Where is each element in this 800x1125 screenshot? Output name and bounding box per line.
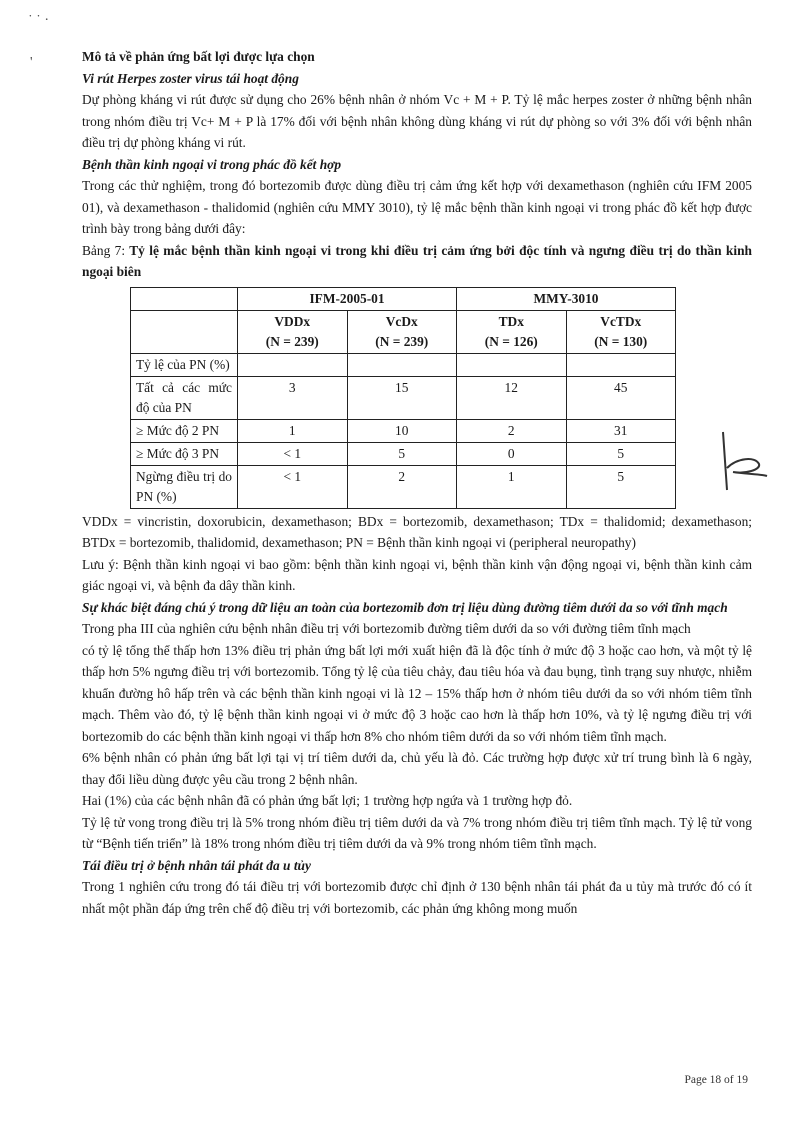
- table-cell: < 1: [238, 442, 348, 465]
- table-cell: 2: [347, 465, 457, 508]
- table-cell: 31: [566, 419, 676, 442]
- table-caption: [82, 240, 752, 283]
- row-label: Tất cả các mức độ của PN: [131, 376, 238, 419]
- table-cell: 1: [238, 419, 348, 442]
- column-n: (N = 239): [375, 333, 429, 349]
- table-cell: [347, 353, 457, 376]
- table-cell: < 1: [238, 465, 348, 508]
- table-cell: 0: [457, 442, 567, 465]
- paragraph-retreatment: Trong 1 nghiên cứu trong đó tái điều trị với bortezomib được chỉ định ở 130 bệnh nhân tái phát đa u tủy mà trước đó có ít nhất một phần đáp ứng trên chế độ điều trị với bortezomib, các phản ứng không mong muốn: [82, 879, 752, 916]
- column-name: VDDx: [274, 313, 311, 329]
- column-name: VcDx: [385, 313, 418, 329]
- table-cell: 10: [347, 419, 457, 442]
- table-cell: 5: [566, 465, 676, 508]
- table-caption-prefix: Bảng 7:: [82, 242, 126, 258]
- subsection-title-sc-vs-iv: Sự khác biệt đáng chú ý trong dữ liệu an toàn của bortezomib đơn trị liệu dùng đường tiêm dưới da so với tĩnh mạch: [82, 599, 728, 615]
- group-header: IFM-2005-01: [238, 287, 457, 310]
- note: Lưu ý: Bệnh thần kinh ngoại vi bao gồm: bệnh thần kinh ngoại vi, bệnh thần kinh vận động ngoại vi, bệnh thần kinh cảm giác ngoại vi, và bệnh đa dây thần kinh.: [82, 556, 752, 593]
- initials-signature: [715, 428, 775, 498]
- subsection-title-retreatment: Tái điều trị ở bệnh nhân tái phát đa u tủy: [82, 857, 311, 873]
- table-cell: 12: [457, 376, 567, 419]
- column-header: [566, 310, 676, 353]
- table-cell: 1: [457, 465, 567, 508]
- table-cell: 5: [566, 442, 676, 465]
- scan-mark: ˙ ˙ ·: [28, 13, 49, 28]
- column-header: [347, 310, 457, 353]
- table-cell: 5: [347, 442, 457, 465]
- neuropathy-table: [130, 287, 676, 509]
- paragraph-sc-3: 6% bệnh nhân có phản ứng bất lợi tại vị trí tiêm dưới da, chủ yếu là đỏ. Các trường hợp được xử trí trung bình là 6 ngày, thay đổi liều dùng được yêu cầu trong 2 bệnh nhân.: [82, 750, 752, 787]
- paragraph-herpes: Dự phòng kháng vi rút được sử dụng cho 26% bệnh nhân ở nhóm Vc + M + P. Tỷ lệ mắc herpes zoster ở những bệnh nhân trong nhóm điều trị Vc+ M + P là 17% đối với bệnh nhân không dùng kháng vi rút dự phòng so với 3% đối với bệnh nhân điều trị dự phòng kháng vi rút.: [82, 92, 752, 150]
- column-name: TDx: [498, 313, 524, 329]
- table-corner-cell: [131, 287, 238, 310]
- table-row: [131, 465, 676, 508]
- column-header: [457, 310, 567, 353]
- table-row: [131, 353, 676, 376]
- table-cell: 3: [238, 376, 348, 419]
- table-row: [131, 376, 676, 419]
- abbreviations: VDDx = vincristin, doxorubicin, dexamethason; BDx = bortezomib, dexamethason; TDx = thalidomid; dexamethason; BTDx = bortezomib, thalidomid, dexamethason; PN = Bệnh thần kinh ngoại vi (peripheral neuropathy): [82, 513, 752, 550]
- table-cell: [566, 353, 676, 376]
- table-cell: 15: [347, 376, 457, 419]
- column-header: [238, 310, 348, 353]
- paragraph-sc-4: Hai (1%) của các bệnh nhân đã có phản ứng bất lợi; 1 trường hợp ngứa và 1 trường hợp đỏ.: [82, 793, 573, 808]
- document-page: [82, 46, 752, 919]
- table-corner-cell: [131, 310, 238, 353]
- table-cell: [238, 353, 348, 376]
- paragraph-sc-2: có tỷ lệ tổng thể thấp hơn 13% điều trị phản ứng bất lợi mới xuất hiện đã là độc tính ở mức độ 3 hoặc cao hơn, và một tỷ lệ thấp hơn 5% ngưng điều trị với bortezomib. Tổng tỷ lệ của tiêu chảy, đau tiêu hóa và đau bụng, tình trạng suy nhược, nhiễm khuẩn đường hô hấp trên và các bệnh thần kinh ngoại vi là 12 – 15% thấp hơn ở nhóm tiêu dưới da so với nhóm tiêm tĩnh mạch. Thêm vào đó, tỷ lệ bệnh thần kinh ngoại vi ở mức độ 3 hoặc cao hơn là thấp hơn 10%, và tỷ lệ ngưng điều trị với bortezomib do các bệnh thần kinh ngoại vi thấp hơn 8% cho nhóm tiêm dưới da so với nhóm tiêm tĩnh mạch.: [82, 642, 752, 744]
- table-caption-text: Tỷ lệ mắc bệnh thần kinh ngoại vi trong khi điều trị cảm ứng bởi độc tính và ngưng điều trị do thần kinh ngoại biên: [82, 242, 752, 279]
- column-n: (N = 130): [594, 333, 648, 349]
- column-n: (N = 239): [265, 333, 319, 349]
- section-heading: Mô tả về phản ứng bất lợi được lựa chọn: [82, 49, 315, 64]
- subsection-title-neuropathy: Bệnh thần kinh ngoại vi trong phác đồ kết hợp: [82, 156, 342, 172]
- subsection-title-herpes: Vi rút Herpes zoster virus tái hoạt động: [82, 70, 299, 86]
- column-n: (N = 126): [484, 333, 538, 349]
- row-label: ≥ Mức độ 2 PN: [131, 419, 238, 442]
- row-label: Tỷ lệ của PN (%): [131, 353, 238, 376]
- table-cell: 45: [566, 376, 676, 419]
- paragraph-neuropathy: Trong các thử nghiệm, trong đó bortezomib được dùng điều trị cảm ứng kết hợp với dexamethason (nghiên cứu IFM 2005 01), và dexamethason - thalidomid (nghiên cứu MMY 3010), tỷ lệ mắc bệnh thần kinh ngoại vi trong phác đồ kết hợp được trình bày trong bảng dưới đây:: [82, 178, 752, 236]
- row-label: Ngừng điều trị do PN (%): [131, 465, 238, 508]
- page-footer: Page 18 of 19: [684, 1074, 748, 1086]
- paragraph-sc-1: Trong pha III của nghiên cứu bệnh nhân điều trị với bortezomib đường tiêm dưới da so với đường tiêm tĩnh mạch: [82, 621, 691, 636]
- row-label: ≥ Mức độ 3 PN: [131, 442, 238, 465]
- table-row: [131, 419, 676, 442]
- paragraph-sc-5: Tỷ lệ tử vong trong điều trị là 5% trong nhóm điều trị tiêm dưới da và 7% trong nhóm điều trị tiêm tĩnh mạch. Tỷ lệ tử vong từ “Bệnh tiến triển” là 18% trong nhóm điều trị tiêm dưới da và 9% trong nhóm tiêm tĩnh mạch.: [82, 814, 752, 851]
- table-cell: [457, 353, 567, 376]
- group-header: MMY-3010: [457, 287, 676, 310]
- table-cell: 2: [457, 419, 567, 442]
- column-name: VcTDx: [600, 313, 642, 329]
- scan-mark: ': [30, 55, 33, 70]
- table-row: [131, 442, 676, 465]
